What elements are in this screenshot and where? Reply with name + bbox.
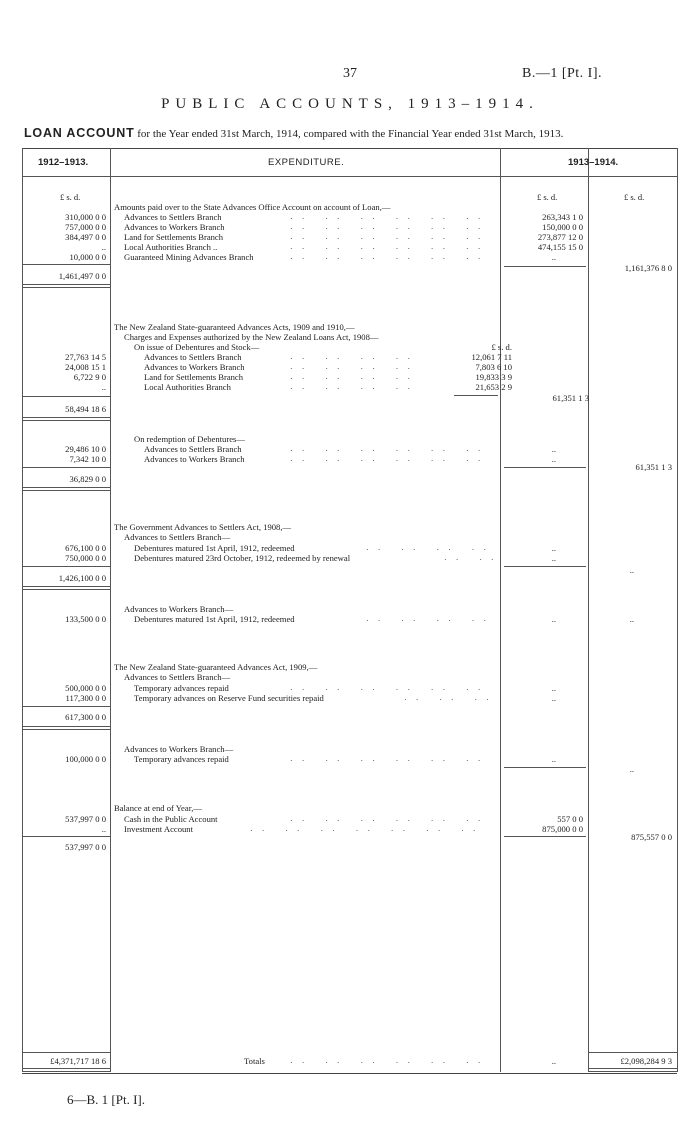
prev-subtotal: 1,461,497 0 0 [58, 271, 106, 281]
inner-rule [454, 395, 498, 396]
prev-subtotal: 58,494 18 6 [65, 404, 106, 414]
current-amount: 557 0 0 [557, 814, 583, 824]
units-total: £ s. d. [624, 192, 645, 202]
prev-amount: 537,997 0 0 [65, 814, 106, 824]
column-header-1913: 1913–1914. [568, 157, 619, 168]
subtotal-rule [504, 266, 586, 267]
prev-subtotal: 1,426,100 0 0 [58, 573, 106, 583]
totals-rule [22, 1052, 110, 1053]
current-amount: .. [551, 553, 556, 563]
current-amount: .. [551, 614, 556, 624]
section-heading: Advances to Workers Branch— [124, 744, 234, 754]
column-rule-expenditure [500, 148, 501, 1072]
row-label: Advances to Workers Branch [144, 362, 245, 372]
prev-amount: 310,000 0 0 [65, 212, 106, 222]
leader-dots: .. .. .. .. .. .. [290, 242, 490, 252]
double-rule [22, 487, 110, 491]
section-total: .. [629, 764, 634, 774]
row-label: Advances to Workers Branch [144, 454, 245, 464]
prev-amount: 10,000 0 0 [69, 252, 106, 262]
header-rule [22, 176, 677, 177]
row-label: Debentures matured 1st April, 1912, redeemed [134, 614, 295, 624]
inner-amount: 12,061 7 11 [471, 352, 512, 362]
row-label: Local Authorities Branch [144, 382, 231, 392]
page-number: 37 [343, 66, 357, 81]
prev-subtotal: 36,829 0 0 [69, 474, 106, 484]
column-rule-current [588, 148, 589, 1072]
leader-dots: .. .. .. .. .. .. [290, 454, 490, 464]
prev-amount: 29,486 10 0 [65, 444, 106, 454]
prev-amount: 133,500 0 0 [65, 614, 106, 624]
leader-dots: .. .. .. .. .. .. [290, 1056, 490, 1066]
inner-units: £ s. d. [491, 342, 512, 352]
row-label: Local Authorities Branch .. [124, 242, 218, 252]
document-reference: B.—1 [Pt. I]. [522, 66, 602, 81]
prev-amount: 6,722 9 0 [73, 372, 106, 382]
account-name: LOAN ACCOUNT [24, 126, 135, 140]
subtotal-rule [22, 706, 110, 707]
leader-dots: .. .. .. [404, 693, 498, 703]
account-heading [24, 126, 563, 140]
leader-dots: .. .. .. .. .. .. [290, 754, 490, 764]
column-rule-right [677, 148, 678, 1072]
subtotal-rule [22, 467, 110, 468]
grand-total-cur: £2,098,284 9 3 [620, 1056, 672, 1066]
row-label: Debentures matured 23rd October, 1912, redeemed by renewal [134, 553, 351, 563]
section-heading: The New Zealand State-guaranteed Advances Acts, 1909 and 1910,— [114, 322, 355, 332]
subtotal-rule [504, 467, 586, 468]
section-total: .. [629, 614, 634, 624]
leader-dots: .. .. .. .. [290, 382, 420, 392]
column-rule-prev [110, 148, 111, 1072]
row-label: Advances to Workers Branch [124, 222, 225, 232]
section-total: 875,557 0 0 [631, 832, 672, 842]
row-label: Guaranteed Mining Advances Branch [124, 252, 254, 262]
section-heading: On redemption of Debentures— [134, 434, 245, 444]
section-heading: The New Zealand State-guaranteed Advances Act, 1909,— [114, 662, 318, 672]
prev-amount: 676,100 0 0 [65, 543, 106, 553]
inner-amount: 19,833 3 9 [475, 372, 512, 382]
section-heading: The Government Advances to Settlers Act, 1908,— [114, 522, 292, 532]
double-rule [22, 586, 110, 590]
prev-amount: 7,342 10 0 [69, 454, 106, 464]
current-subtotal: 61,351 1 3 [552, 393, 589, 403]
account-description: for the Year ended 31st March, 1914, compared with the Financial Year ended 31st March, 1913. [134, 128, 564, 140]
column-header-1912: 1912–1913. [38, 157, 89, 168]
column-header-expenditure: EXPENDITURE. [268, 157, 345, 168]
subtotal-rule [504, 566, 586, 567]
prev-amount: 384,497 0 0 [65, 232, 106, 242]
ledger-table-frame [22, 148, 677, 1074]
leader-dots: .. .. [444, 553, 503, 563]
inner-amount: 7,803 6 10 [475, 362, 512, 372]
leader-dots: .. .. .. .. .. .. [290, 814, 490, 824]
current-amount: 273,877 12 0 [537, 232, 583, 242]
current-amount: .. [551, 543, 556, 553]
current-amount: 474,155 15 0 [537, 242, 583, 252]
sub-heading: Advances to Settlers Branch— [124, 672, 231, 682]
row-label: Advances to Settlers Branch [144, 444, 242, 454]
prev-amount: 757,000 0 0 [65, 222, 106, 232]
subtotal-rule [22, 396, 110, 397]
leader-dots: .. .. .. .. [290, 352, 420, 362]
footer-signature: 6—B. 1 [Pt. I]. [67, 1092, 145, 1107]
prev-amount: 500,000 0 0 [65, 683, 106, 693]
section-total: 1,161,376 8 0 [624, 263, 672, 273]
row-label: Temporary advances repaid [134, 754, 229, 764]
section-heading: Advances to Workers Branch— [124, 604, 234, 614]
current-amount: .. [551, 754, 556, 764]
sub-heading: Advances to Settlers Branch— [124, 532, 231, 542]
grand-total-prev: £4,371,717 18 6 [50, 1056, 106, 1066]
double-rule [22, 417, 110, 421]
double-rule [22, 726, 110, 730]
leader-dots: .. .. .. .. .. .. [290, 444, 490, 454]
prev-amount: .. [101, 382, 106, 392]
section-heading: Amounts paid over to the State Advances Office Account on account of Loan,— [114, 202, 391, 212]
double-rule [22, 284, 110, 288]
leader-dots: .. .. .. .. .. .. [290, 212, 490, 222]
row-label: Temporary advances on Reserve Fund securities repaid [134, 693, 324, 703]
section-total: 61,351 1 3 [635, 462, 672, 472]
row-label: Investment Account [124, 824, 193, 834]
row-label: Land for Settlements Branch [144, 372, 244, 382]
subtotal-rule [22, 264, 110, 265]
row-label: Advances to Settlers Branch [124, 212, 222, 222]
leader-dots: .. .. .. .. [290, 362, 420, 372]
current-amount: .. [551, 252, 556, 262]
leader-dots: .. .. .. .. .. .. [290, 683, 490, 693]
row-label: Debentures matured 1st April, 1912, redeemed [134, 543, 295, 553]
prev-amount: 750,000 0 0 [65, 553, 106, 563]
section-heading: Balance at end of Year,— [114, 803, 202, 813]
row-label: Land for Settlements Branch [124, 232, 224, 242]
totals-current: .. [551, 1056, 556, 1066]
prev-subtotal: 537,997 0 0 [65, 842, 106, 852]
subtotal-rule [22, 836, 110, 837]
leader-dots: .. .. .. .. [290, 372, 420, 382]
leader-dots: .. .. .. .. [366, 614, 496, 624]
row-label: Cash in the Public Account [124, 814, 218, 824]
double-rule [22, 1068, 110, 1072]
prev-amount: 100,000 0 0 [65, 754, 106, 764]
current-amount: .. [551, 683, 556, 693]
subtotal-rule [504, 836, 586, 837]
units-prev: £ s. d. [60, 192, 81, 202]
prev-amount: .. [101, 242, 106, 252]
current-amount: 150,000 0 0 [542, 222, 583, 232]
inner-amount: 21,653 2 9 [475, 382, 512, 392]
prev-amount: .. [101, 824, 106, 834]
subtotal-rule [22, 566, 110, 567]
section-total: .. [629, 565, 634, 575]
current-amount: .. [551, 693, 556, 703]
row-label: Temporary advances repaid [134, 683, 229, 693]
prev-subtotal: 617,300 0 0 [65, 712, 106, 722]
page-title: PUBLIC ACCOUNTS, 1913–1914. [161, 96, 539, 112]
totals-rule [588, 1052, 677, 1053]
leader-dots: .. .. .. .. [366, 543, 496, 553]
leader-dots: .. .. .. .. .. .. [290, 222, 490, 232]
subtotal-rule [504, 767, 586, 768]
leader-dots: .. .. .. .. .. .. [290, 252, 490, 262]
current-amount: .. [551, 454, 556, 464]
current-amount: 875,000 0 0 [542, 824, 583, 834]
leader-dots: .. .. .. .. .. .. [290, 232, 490, 242]
sub-heading: Charges and Expenses authorized by the New Zealand Loans Act, 1908— [124, 332, 379, 342]
row-label: Advances to Settlers Branch [144, 352, 242, 362]
leader-dots: .. .. .. .. .. .. .. [250, 824, 485, 834]
units-cur: £ s. d. [537, 192, 558, 202]
double-rule [588, 1068, 677, 1072]
totals-label: Totals [244, 1056, 265, 1066]
prev-amount: 24,008 15 1 [65, 362, 106, 372]
current-amount: 263,343 1 0 [542, 212, 583, 222]
sub-heading: On issue of Debentures and Stock— [134, 342, 260, 352]
current-amount: .. [551, 444, 556, 454]
prev-amount: 117,300 0 0 [65, 693, 106, 703]
prev-amount: 27,763 14 5 [65, 352, 106, 362]
